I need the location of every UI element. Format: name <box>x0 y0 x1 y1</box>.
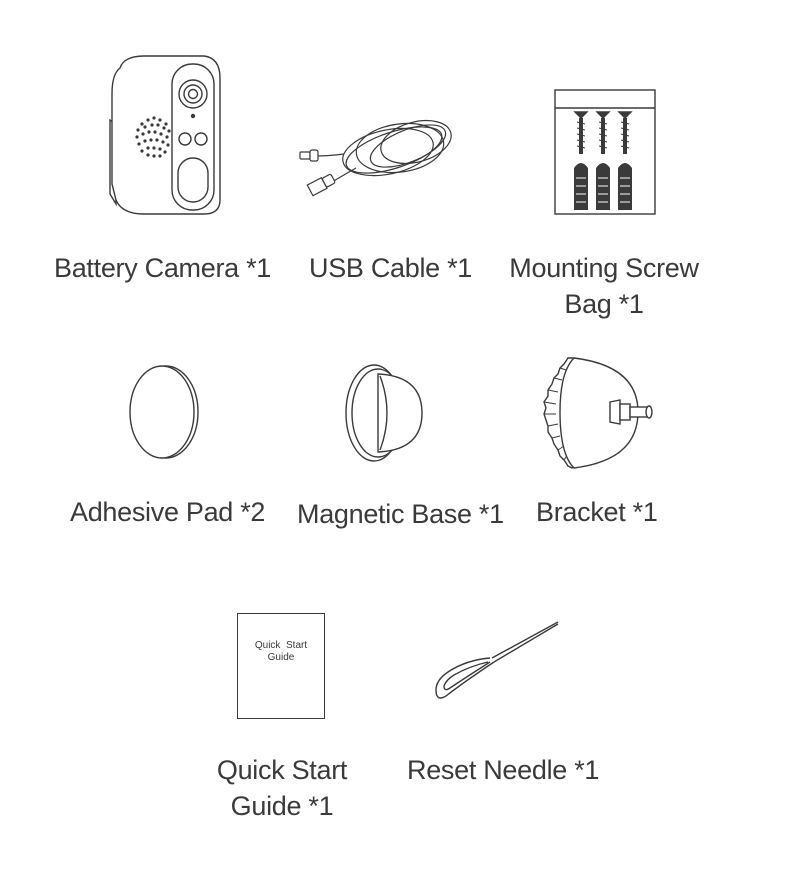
mounting-screw-bag-label: Mounting Screw Bag *1 <box>509 253 699 319</box>
guide-cover-title-line2: Guide <box>267 652 295 663</box>
reset-needle-image <box>434 620 560 704</box>
mounting-screw-bag-image <box>553 88 657 216</box>
reset-needle-label: Reset Needle *1 <box>407 755 600 785</box>
adhesive-pad-image <box>128 363 200 461</box>
bracket-image <box>538 354 660 472</box>
battery-camera-image <box>104 54 222 216</box>
adhesive-pad-label: Adhesive Pad *2 <box>70 497 266 527</box>
usb-cable-label: USB Cable *1 <box>309 253 472 283</box>
quick-start-guide-label: Quick Start Guide *1 <box>216 755 348 821</box>
battery-camera-label: Battery Camera *1 <box>54 253 271 283</box>
usb-cable-image <box>298 112 464 190</box>
guide-cover-title-line1: Quick Start <box>254 640 308 651</box>
quick-start-guide-image <box>237 613 325 719</box>
magnetic-base-label: Magnetic Base *1 <box>297 499 504 529</box>
magnetic-base-image <box>344 362 424 464</box>
bracket-label: Bracket *1 <box>536 497 658 527</box>
